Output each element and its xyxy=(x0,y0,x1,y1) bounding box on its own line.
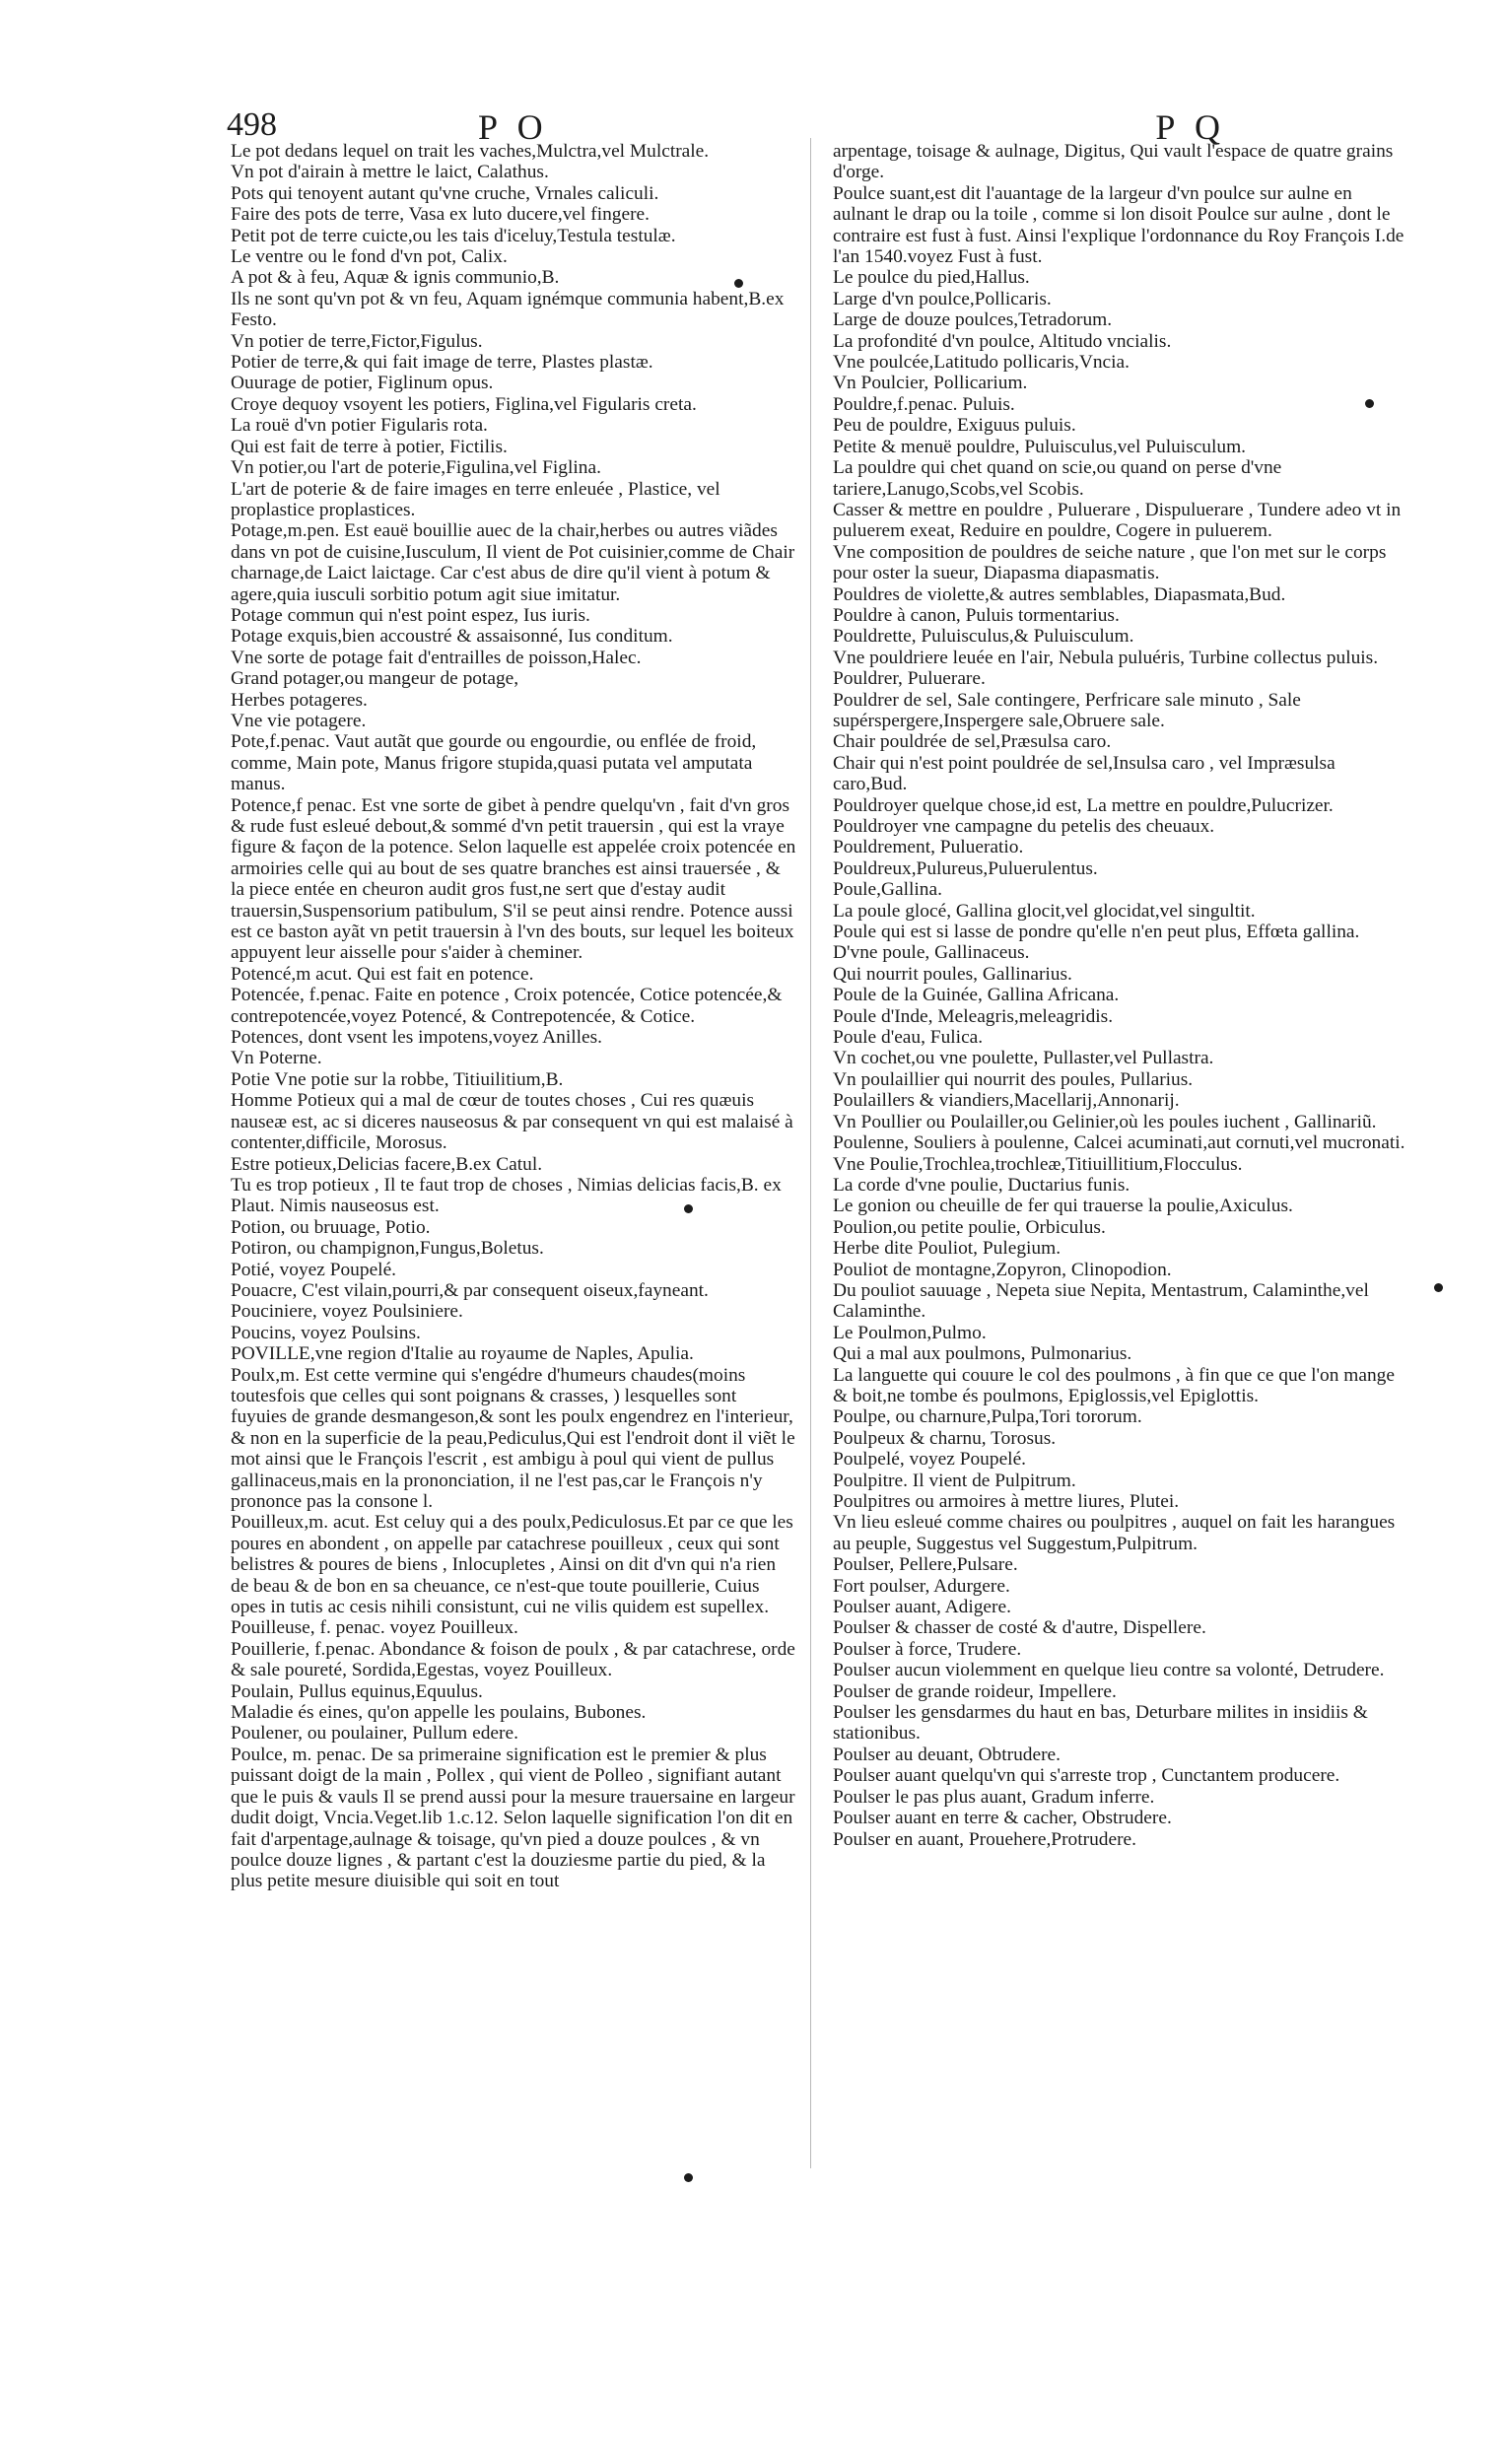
entry: Pouliot de montagne,Zopyron, Clinopodion. xyxy=(833,1259,1172,1280)
entry: Poulser à force, Trudere. xyxy=(833,1638,1022,1660)
entry-headword: Pote,f.penac. Vaut autãt que gourde ou engourdie, ou enflée de froid, comme, Main pote, Manus frigore stupida,quasi putata vel amputata manus. xyxy=(231,731,757,795)
entry: A pot & à feu, Aquæ & ignis communio,B. xyxy=(231,267,560,289)
entry: Large d'vn poulce,Pollicaris. xyxy=(833,288,1052,309)
entry-headword: Poule,Gallina. xyxy=(833,879,942,901)
entry: Vn pot d'airain à mettre le laict, Calathus. xyxy=(231,162,549,183)
entry: Poulser au deuant, Obtrudere. xyxy=(833,1744,1062,1765)
entry-headword: Poulser, Pellere,Pulsare. xyxy=(833,1554,1018,1576)
entry: Pouldrer de sel, Sale contingere, Perfricare sale minuto , Sale supérspergere,Inspergere sale,Obruere sale. xyxy=(833,689,1301,731)
entry: Poulser en auant, Prouehere,Protrudere. xyxy=(833,1828,1136,1850)
entry: arpentage, toisage & aulnage, Digitus, Qui vault l'espace de quatre grains d'orge. xyxy=(833,141,1394,183)
entry: Peu de pouldre, Exiguus puluis. xyxy=(833,415,1076,437)
entry-headword: Pouldre,f.penac. Puluis. xyxy=(833,393,1015,415)
entry: Pouldreux,Pulureus,Puluerulentus. xyxy=(833,857,1098,879)
entry: Vn potier,ou l'art de poterie,Figulina,vel Figlina. xyxy=(231,457,601,479)
right-column xyxy=(833,141,1408,1850)
entry: Le gonion ou cheuille de fer qui trauerse la poulie,Axiculus. xyxy=(833,1196,1293,1217)
entry: Poulser & chasser de costé & d'autre, Dispellere. xyxy=(833,1617,1206,1639)
running-head-right: P Q xyxy=(1155,107,1226,147)
entry-headword: Potence,f penac. Est vne sorte de gibet à pendre quelqu'vn , fait d'vn gros & rude fust esleué debout,& sommé d'vn petit trauersin , qui est la vraye figure & façon de la potence. Selon laquelle est appelée croix potencée en armoiries celle qui au bout de ses quatre branches est ainsi trauersée , & la piece entée en cheuron audit gros fust,ne sert que d'estay audit trauersin,Suspensorium patibulum, S'il se peut ainsi rendre. Potence aussi est ce baston ayãt vn petit trauersin à l'vn des bouts, sur lequel les boiteux appuyent leur aisselle pour s'aider à cheminer. xyxy=(231,794,796,964)
entry-headword: Poulpitre. Il vient de Pulpitrum. xyxy=(833,1470,1076,1491)
ink-speck xyxy=(1365,399,1374,408)
entry: Estre potieux,Delicias facere,B.ex Catul. xyxy=(231,1153,543,1175)
entry: Poulser auant en terre & cacher, Obstrudere. xyxy=(833,1808,1172,1829)
entry: Poulion,ou petite poulie, Orbiculus. xyxy=(833,1216,1106,1238)
entry: Herbe dite Pouliot, Pulegium. xyxy=(833,1238,1062,1260)
left-column xyxy=(231,141,796,1892)
entry: La pouldre qui chet quand on scie,ou quand on perse d'vne tariere,Lanugo,Scobs,vel Scobis. xyxy=(833,457,1282,500)
entry: Pouldres de violette,& autres semblables, Diapasmata,Bud. xyxy=(833,583,1286,605)
entry: Le ventre ou le fond d'vn pot, Calix. xyxy=(231,246,508,268)
entry: Pouillerie, f.penac. Abondance & foison de poulx , & par catachrese, orde & sale poureté, Sordida,Egestas, voyez Pouilleux. xyxy=(231,1638,795,1681)
entry: Pouldrette, Puluisculus,& Puluisculum. xyxy=(833,626,1134,648)
entry: POVILLE,vne region d'Italie au royaume de Naples, Apulia. xyxy=(231,1343,694,1365)
column-divider xyxy=(810,138,811,2168)
entry: Maladie és eines, qu'on appelle les poulains, Bubones. xyxy=(231,1702,647,1724)
entry: Potage exquis,bien accoustré & assaisonné, Ius conditum. xyxy=(231,626,673,648)
entry: Poulser auant, Adigere. xyxy=(833,1597,1011,1618)
entry-headword: Potiron, ou champignon,Fungus,Boletus. xyxy=(231,1238,544,1260)
entry: Petit pot de terre cuicte,ou les tais d'iceluy,Testula testulæ. xyxy=(231,225,676,246)
entry: Poulaillers & viandiers,Macellarij,Annonarij. xyxy=(833,1090,1180,1112)
entry: Potencé,m acut. Qui est fait en potence. xyxy=(231,963,534,985)
entry: Le poulce du pied,Hallus. xyxy=(833,267,1030,289)
entry: Casser & mettre en pouldre , Puluerare , Dispuluerare , Tundere adeo vt in puluerem exeat, Reduire en pouldre, Cogere in puluerem. xyxy=(833,499,1402,542)
entry: Vn cochet,ou vne poulette, Pullaster,vel Pullastra. xyxy=(833,1048,1214,1069)
entry: Potage commun qui n'est point espez, Ius iuris. xyxy=(231,604,590,626)
entry-headword: Potences, dont vsent les impotens,voyez Anilles. xyxy=(231,1027,602,1049)
entry-headword: Potion, ou bruuage, Potio. xyxy=(231,1216,431,1238)
entry: Fort poulser, Adurgere. xyxy=(833,1575,1010,1597)
entry: Vne pouldriere leuée en l'air, Nebula puluéris, Turbine collectus puluis. xyxy=(833,647,1379,668)
entry: Poulpeux & charnu, Torosus. xyxy=(833,1427,1057,1449)
entry-headword: Poulpelé, voyez Poupelé. xyxy=(833,1449,1027,1471)
entry: Chair pouldrée de sel,Præsulsa caro. xyxy=(833,731,1112,753)
entry: Herbes potageres. xyxy=(231,689,368,711)
entry: Ouurage de potier, Figlinum opus. xyxy=(231,373,494,394)
ink-speck xyxy=(684,1204,693,1213)
entry: Pouldroyer vne campagne du petelis des cheuaux. xyxy=(833,816,1215,837)
entry: Poulser auant quelqu'vn qui s'arreste trop , Cunctantem producere. xyxy=(833,1765,1340,1787)
entry-headword: Pouciniere, voyez Poulsiniere. xyxy=(231,1301,463,1323)
entry-headword: Poulce, m. penac. De sa primeraine signification est le premier & plus puissant doigt de la main , Pollex , qui vient de Polleo , signifiant autant que le puis & vauls Il se prend aussi pour la mesure trauersaine en largeur dudit doigt, Vncia.Veget.lib 1.c.12. Selon laquelle signification l'on dit en fait d'arpentage,aulnage & toisage, qu'vn pied a douze poulces , & vn poulce douze lignes , & partant c'est la douziesme partie du pied, & la plus petite mesure diuisible qui soit en tout xyxy=(231,1744,795,1892)
entry: Large de douze poulces,Tetradorum. xyxy=(833,309,1113,331)
entry: Poulser le pas plus auant, Gradum inferre. xyxy=(833,1786,1155,1808)
entry: Vn Poulcier, Pollicarium. xyxy=(833,373,1028,394)
entry: La rouë d'vn potier Figularis rota. xyxy=(231,415,488,437)
entry-headword: Homme Potieux qui a mal de cœur de toutes choses , Cui res quæuis nauseæ est, ac si diceres nauseosus & par consequent vn qui est malaisé à contenter,difficile, Morosus. xyxy=(231,1090,793,1154)
entry-headword: Poucins, voyez Poulsins. xyxy=(231,1322,421,1343)
entry: Potier de terre,& qui fait image de terre, Plastes plastæ. xyxy=(231,352,653,374)
entry: La languette qui couure le col des poulmons , à fin que ce que l'on mange & boit,ne tombe és poulmons, Epiglossis,vel Epiglottis. xyxy=(833,1364,1395,1406)
entry: Petite & menuë pouldre, Puluisculus,vel Puluisculum. xyxy=(833,436,1247,457)
entry: Poulser les gensdarmes du haut en bas, Deturbare milites in insidiis & stationibus. xyxy=(833,1702,1368,1745)
entry: Pouldre à canon, Puluis tormentarius. xyxy=(833,604,1120,626)
entry: Poule de la Guinée, Gallina Africana. xyxy=(833,985,1120,1006)
entry: Potencée, f.penac. Faite en potence , Croix potencée, Cotice potencée,& contrepotencée,voyez Potencé, & Contrepotencée, & Cotice. xyxy=(231,985,783,1027)
ink-speck xyxy=(1434,1283,1443,1292)
entry-headword: Vn Poterne. xyxy=(231,1048,322,1069)
entry-headword: Poulain, Pullus equinus,Equulus. xyxy=(231,1680,483,1702)
entry: Qui a mal aux poulmons, Pulmonarius. xyxy=(833,1343,1132,1365)
entry-headword: Poulpe, ou charnure,Pulpa,Tori tororum. xyxy=(833,1406,1142,1428)
entry: Poule qui est si lasse de pondre qu'elle n'en peut plus, Effœta gallina. xyxy=(833,922,1360,943)
entry-headword: Pouacre, C'est vilain,pourri,& par consequent oiseux,fayneant. xyxy=(231,1279,709,1301)
entry: Vne vie potagere. xyxy=(231,710,367,731)
entry: Poulener, ou poulainer, Pullum edere. xyxy=(231,1723,518,1745)
entry: Croye dequoy vsoyent les potiers, Figlina,vel Figularis creta. xyxy=(231,393,697,415)
entry: Vn lieu esleué comme chaires ou poulpitres , auquel on fait les harangues au peuple, Suggestus vel Suggestum,Pulpitrum. xyxy=(833,1512,1396,1554)
entry: Poulx,m. Est cette vermine qui s'engédre d'humeurs chaudes(moins toutesfois que celles qui sont poignans & crasses, ) lesquelles sont fuyuies de grande desmangeson,& sont les poulx engendrez en l'interieur, & non en la superficie de la peau,Pediculus,Qui est l'endroit dont il viẽt le mot ainsi que le François l'escrit , est ambigu à poul qui vient de pullus gallinaceus,mais en la prononciation, il ne l'est pas,car le François n'y prononce pas la consone l. xyxy=(231,1364,795,1512)
entry: Poulser de grande roideur, Impellere. xyxy=(833,1680,1117,1702)
entry: Poulpitres ou armoires à mettre liures, Plutei. xyxy=(833,1491,1180,1512)
entry: La poule glocé, Gallina glocit,vel glocidat,vel singultit. xyxy=(833,900,1256,922)
entry: Pouilleuse, f. penac. voyez Pouilleux. xyxy=(231,1617,518,1639)
entry: Poulce suant,est dit l'auantage de la largeur d'vn poulce sur aulne en aulnant le drap ou la toile , comme si lon disoit Poulce sur aulne , dont le contraire est fust à fust. Ainsi l'explique l'ordonnance du Roy François I.de l'an 1540.voyez Fust à fust. xyxy=(833,182,1404,268)
entry-headword: Potage,m.pen. Est eauë bouillie auec de la chair,herbes ou autres viãdes dans vn pot de cuisine,Iusculum, Il vient de Pot cuisinier,comme de Chair charnage,de Laict laictage. Car c'est abus de dire qu'il vient à potum & agere,quia iusculi sorbitio potum agit siue imitatur. xyxy=(231,520,795,605)
entry: Vn poulaillier qui nourrit des poules, Pullarius. xyxy=(833,1068,1194,1090)
entry: Pots qui tenoyent autant qu'vne cruche, Vrnales caliculi. xyxy=(231,182,659,204)
entry: Poule d'Inde, Meleagris,meleagridis. xyxy=(833,1005,1114,1027)
ink-speck xyxy=(684,2173,693,2182)
entry: Faire des pots de terre, Vasa ex luto ducere,vel fingere. xyxy=(231,204,650,226)
entry: Chair qui n'est point pouldrée de sel,Insulsa caro , vel Impræsulsa caro,Bud. xyxy=(833,752,1336,795)
entry: Le Poulmon,Pulmo. xyxy=(833,1322,987,1343)
entry: L'art de poterie & de faire images en terre enleuée , Plastice, vel proplastice proplastices. xyxy=(231,478,720,520)
page-number: 498 xyxy=(227,106,277,143)
entry: Pouilleux,m. acut. Est celuy qui a des poulx,Pediculosus.Et par ce que les poures en abondent , on appelle par catachrese pouilleux , ceux qui sont belistres & poures de biens , Inlocupletes , Ainsi on dit d'vn qui n'a rien de beau & de bon en sa cheuance, ce n'est-que toute pouillerie, Cuius opes in tutis ac cesis nihili consistunt, cui ne vilis quidem est supellex. xyxy=(231,1512,793,1618)
entry: Vn potier de terre,Fictor,Figulus. xyxy=(231,330,483,352)
entry: Poule d'eau, Fulica. xyxy=(833,1027,984,1049)
entry: Du pouliot sauuage , Nepeta siue Nepita, Mentastrum, Calaminthe,vel Calaminthe. xyxy=(833,1279,1369,1323)
entry: Vne Poulie,Trochlea,trochleæ,Titiuillitium,Flocculus. xyxy=(833,1153,1243,1175)
entry: Pouldrement, Pulueratio. xyxy=(833,837,1024,858)
entry: Vne sorte de potage fait d'entrailles de poisson,Halec. xyxy=(231,647,642,668)
entry: La corde d'vne poulie, Ductarius funis. xyxy=(833,1174,1130,1196)
entry: Grand potager,ou mangeur de potage, xyxy=(231,668,519,690)
entry: Qui nourrit poules, Gallinarius. xyxy=(833,963,1072,985)
entry: Ils ne sont qu'vn pot & vn feu, Aquam ignémque communia habent,B.ex Festo. xyxy=(231,288,785,331)
entry-headword: Potié, voyez Poupelé. xyxy=(231,1259,397,1280)
entry: La profondité d'vn poulce, Altitudo vncialis. xyxy=(833,330,1172,352)
entry: Vn Poullier ou Poulailler,ou Gelinier,où les poules iuchent , Gallinariũ. xyxy=(833,1111,1377,1132)
entry: D'vne poule, Gallinaceus. xyxy=(833,942,1030,964)
entry-headword: Poulenne, Souliers à poulenne, Calcei acuminati,aut cornuti,vel mucronati. xyxy=(833,1132,1405,1154)
entry: Qui est fait de terre à potier, Fictilis. xyxy=(231,436,508,457)
ink-speck xyxy=(734,279,743,288)
running-head-left: P O xyxy=(478,107,549,147)
entry: Le pot dedans lequel on trait les vaches,Mulctra,vel Mulctrale. xyxy=(231,141,710,162)
entry-headword: Potie Vne potie sur la robbe, Titiuilitium,B. xyxy=(231,1068,564,1090)
entry: Pouldrer, Puluerare. xyxy=(833,668,986,690)
entry: Tu es trop potieux , Il te faut trop de choses , Nimias delicias facis,B. ex Plaut. Nimis nauseosus est. xyxy=(231,1174,782,1217)
entry: Pouldroyer quelque chose,id est, La mettre en pouldre,Pulucrizer. xyxy=(833,794,1334,816)
entry: Vne poulcée,Latitudo pollicaris,Vncia. xyxy=(833,352,1130,374)
entry: Poulser aucun violemment en quelque lieu contre sa volonté, Detrudere. xyxy=(833,1660,1385,1681)
entry: Vne composition de pouldres de seiche nature , que l'on met sur le corps pour oster la sueur, Diapasma diapasmatis. xyxy=(833,541,1387,584)
